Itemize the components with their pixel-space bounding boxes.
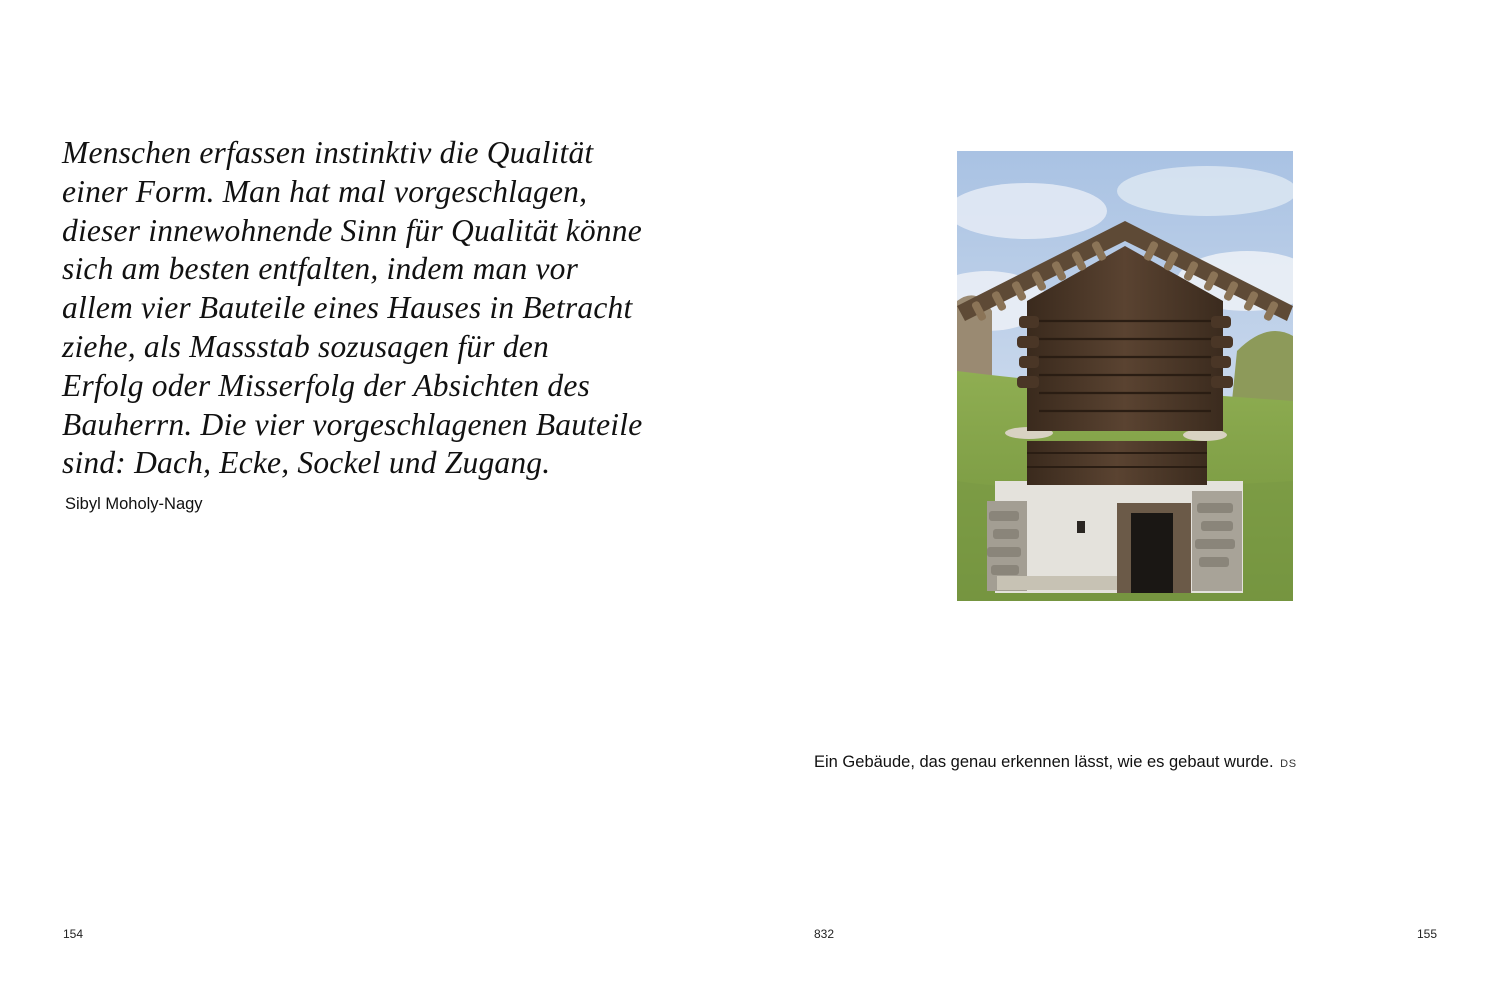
quote-line: Bauherrn. Die vier vorgeschlagenen Bauteile (62, 406, 643, 442)
reference-number: 832 (814, 927, 835, 941)
quote-line: ziehe, als Massstab sozusagen für den (62, 328, 549, 364)
quote-line: sind: Dach, Ecke, Sockel und Zugang. (62, 445, 551, 481)
quote-line: sich am besten entfalten, indem man vor (62, 251, 579, 287)
quote-line: einer Form. Man hat mal vorgeschlagen, (62, 173, 588, 209)
quote-line: dieser innewohnende Sinn für Qualität könne (62, 212, 642, 248)
author-initials: DS (1280, 758, 1297, 770)
caption-text: Ein Gebäude, das genau erkennen lässt, wie es gebaut wurde. (814, 753, 1274, 771)
right-page (750, 0, 1500, 1001)
quote-line: Erfolg oder Misserfolg der Absichten des (62, 367, 590, 403)
pull-quote (62, 134, 722, 483)
quote-attribution: Sibyl Moholy-Nagy (65, 495, 203, 513)
storehouse-photo (957, 151, 1293, 601)
quote-line: allem vier Bauteile eines Hauses in Betracht (62, 290, 633, 326)
page-number-right: 155 (1416, 927, 1437, 941)
quote-line: Menschen erfassen instinktiv die Qualität (62, 135, 594, 170)
page-number-left: 154 (63, 927, 84, 941)
photo-caption (814, 751, 1297, 775)
